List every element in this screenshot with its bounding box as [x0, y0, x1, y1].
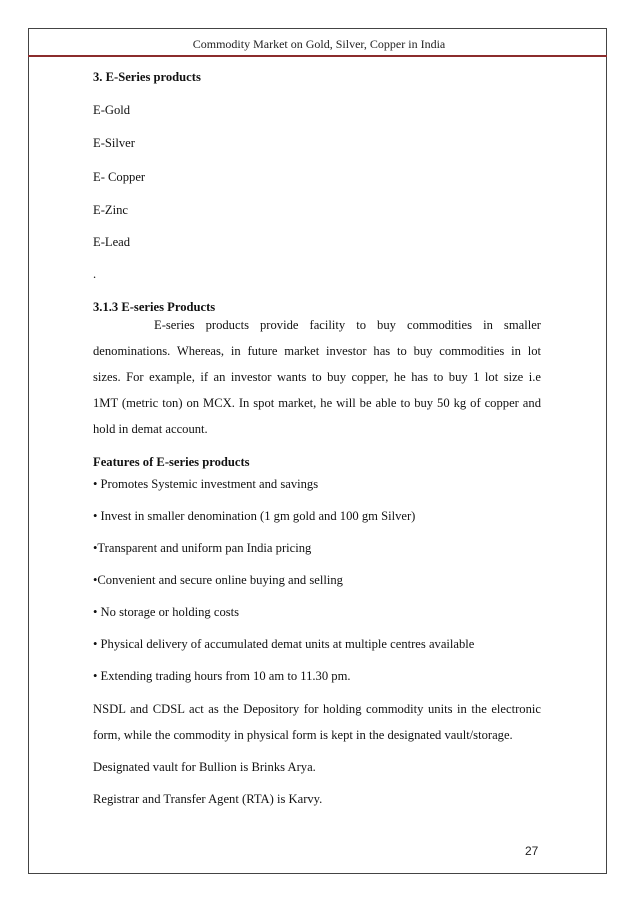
paragraph-line: denominations. Whereas, in future market investor has to buy commodities in lot: [93, 344, 541, 358]
product-item: E-Zinc: [93, 203, 128, 217]
page-border: [28, 28, 607, 874]
header-rule: [28, 55, 607, 57]
page-number: 27: [525, 844, 539, 858]
paragraph-line: 1MT (metric ton) on MCX. In spot market, he will be able to buy 50 kg of copper and: [93, 396, 541, 410]
feature-bullet: • No storage or holding costs: [93, 605, 240, 619]
closing-line: form, while the commodity in physical form is kept in the designated vault/storage.: [93, 728, 513, 742]
feature-bullet: • Invest in smaller denomination (1 gm gold and 100 gm Silver): [93, 509, 416, 523]
running-header: Commodity Market on Gold, Silver, Copper in India: [192, 37, 446, 51]
closing-line: NSDL and CDSL act as the Depository for holding commodity units in the electronic: [93, 702, 541, 716]
features-heading: Features of E-series products: [93, 455, 250, 469]
product-item: E-Gold: [93, 103, 131, 117]
feature-bullet: • Extending trading hours from 10 am to 11.30 pm.: [93, 669, 351, 683]
paragraph-line: E-series products provide facility to buy commodities in smaller: [154, 318, 541, 332]
product-item: E-Lead: [93, 235, 131, 249]
section-heading: 3. E-Series products: [93, 70, 201, 84]
product-item: E-Silver: [93, 136, 135, 150]
paragraph-line: hold in demat account.: [93, 422, 208, 436]
stray-dot: .: [93, 267, 97, 281]
feature-bullet: •Transparent and uniform pan India pricing: [93, 541, 312, 555]
feature-bullet: • Promotes Systemic investment and savings: [93, 477, 319, 491]
feature-bullet: • Physical delivery of accumulated demat units at multiple centres available: [93, 637, 475, 651]
vault-line: Designated vault for Bullion is Brinks Arya.: [93, 760, 316, 774]
product-item: E- Copper: [93, 170, 146, 184]
feature-bullet: •Convenient and secure online buying and selling: [93, 573, 343, 587]
rta-line: Registrar and Transfer Agent (RTA) is Karvy.: [93, 792, 323, 806]
paragraph-line: sizes. For example, if an investor wants to buy copper, he has to buy 1 lot size i.e: [93, 370, 541, 384]
subsection-heading: 3.1.3 E-series Products: [93, 300, 216, 314]
